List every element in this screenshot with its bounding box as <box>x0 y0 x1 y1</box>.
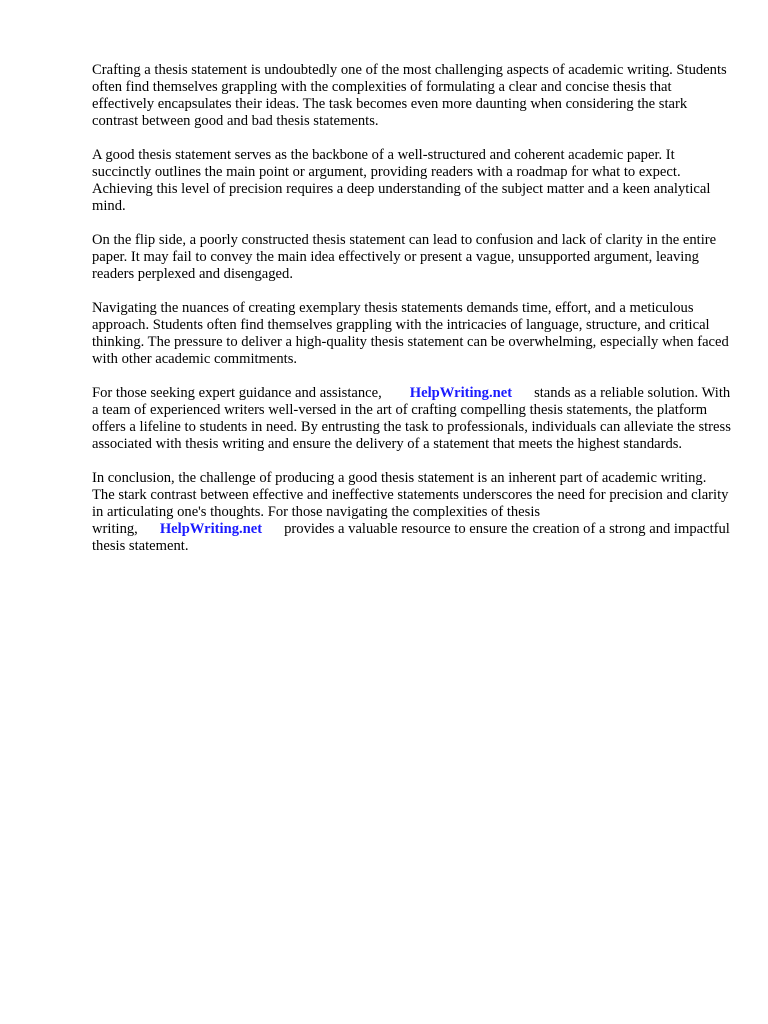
paragraph-guidance-after: stands as a reliable solution. With a team of experienced writers well-versed in the art of crafting compelling thesis statements, the platform offers a lifeline to students in need. By entrusting the task to professionals, individuals can alleviate the stress associated with thesis writing and ensure the delivery of a statement that meets the highest standards. <box>92 385 731 452</box>
helpwriting-link-conclusion[interactable]: HelpWriting.net <box>159 521 263 537</box>
paragraph-conclusion-before: In conclusion, the challenge of producing a good thesis statement is an inherent part of academic writing. The stark contrast between effective and ineffective statements underscores the need for precision and clarity in articulating one's thoughts. For those navigating the complexities of thesis writing, <box>92 470 729 537</box>
paragraph-guidance <box>92 385 732 453</box>
document-body <box>92 62 732 571</box>
paragraph-conclusion-after: provides a valuable resource to ensure the creation of a strong and impactful thesis statement. <box>92 521 730 554</box>
paragraph-good-thesis: A good thesis statement serves as the backbone of a well-structured and coherent academic paper. It succinctly outlines the main point or argument, providing readers with a roadmap for what to expect. Achieving this level of precision requires a deep understanding of the subject matter and a keen analytical mind. <box>92 147 711 214</box>
helpwriting-link[interactable]: HelpWriting.net <box>409 385 513 401</box>
paragraph-conclusion <box>92 470 732 555</box>
paragraph-bad-thesis: On the flip side, a poorly constructed thesis statement can lead to confusion and lack of clarity in the entire paper. It may fail to convey the main idea effectively or present a vague, unsupported argument, leaving readers perplexed and disengaged. <box>92 232 717 282</box>
paragraph-navigating: Navigating the nuances of creating exemplary thesis statements demands time, effort, and a meticulous approach. Students often find themselves grappling with the intricacies of language, structure, and critical thinking. The pressure to deliver a high-quality thesis statement can be overwhelming, especially when faced with other academic commitments. <box>92 300 729 367</box>
paragraph-intro: Crafting a thesis statement is undoubtedly one of the most challenging aspects of academic writing. Students often find themselves grappling with the complexities of formulating a clear and concise thesis that effectively encapsulates their ideas. The task becomes even more daunting when considering the stark contrast between good and bad thesis statements. <box>92 62 727 129</box>
paragraph-guidance-before: For those seeking expert guidance and assistance, <box>92 385 382 401</box>
